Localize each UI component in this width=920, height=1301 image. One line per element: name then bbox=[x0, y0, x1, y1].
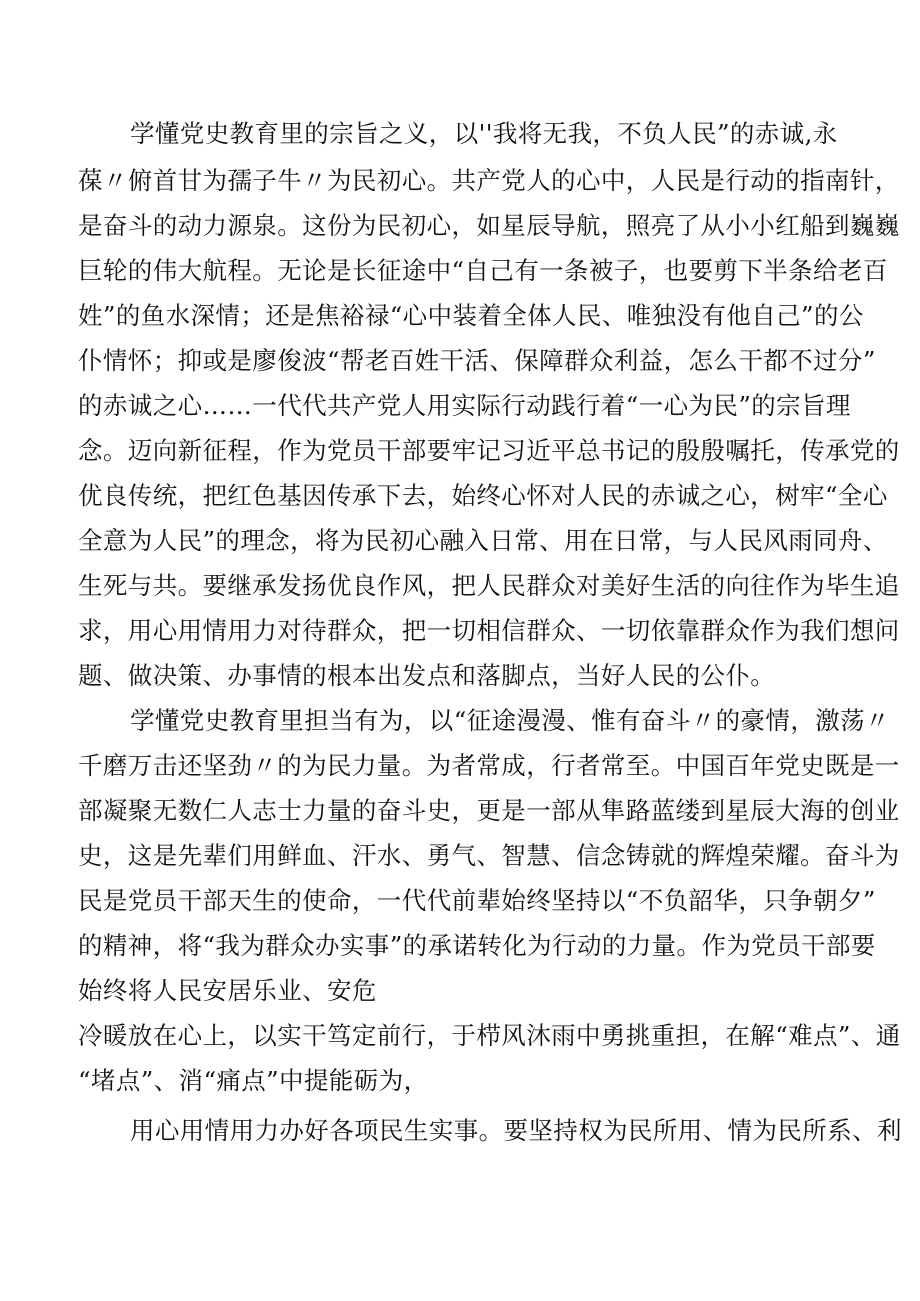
text-line: 题、做决策、办事情的根本出发点和落脚点，当好人民的公仆。 bbox=[78, 661, 776, 690]
text-line: 求，用心用情用力对待群众，把一切相信群众、一切依靠群众作为我们想问 bbox=[78, 616, 900, 645]
text-line: 是奋斗的动力源泉。这份为民初心，如星辰导航，照亮了从小小红船到巍巍 bbox=[78, 211, 900, 240]
text-line: 部凝聚无数仁人志士力量的奋斗史，更是一部从隼路蓝缕到星辰大海的创业 bbox=[78, 796, 900, 825]
text-line: 葆〃俯首甘为孺子牛〃为民初心。共产党人的心中，人民是行动的指南针， bbox=[78, 166, 900, 195]
text-line: 民是党员干部天生的使命，一代代前辈始终坚持以“不负韶华，只争朝夕” bbox=[78, 886, 876, 915]
text-line: 全意为人民”的理念，将为民初心融入日常、用在日常，与人民风雨同舟、 bbox=[78, 526, 888, 555]
text-line: 仆情怀；抑或是廖俊波“帮老百姓干活、保障群众利益，怎么干都不过分” bbox=[78, 346, 876, 375]
text-line: 巨轮的伟大航程。无论是长征途中“自己有一条被子，也要剪下半条给老百 bbox=[78, 256, 888, 285]
text-line: 学懂党史教育里担当有为，以“征途漫漫、惟有奋斗〃的豪情，激荡〃 bbox=[130, 706, 890, 735]
text-line: 的赤诚之心……一代代共产党人用实际行动践行着“一心为民”的宗旨理 bbox=[78, 391, 851, 420]
text-line: 学懂党史教育里的宗旨之义，以''我将无我，不负人民”的赤诚,永 bbox=[130, 119, 838, 148]
text-line: 生死与共。要继承发扬优良作风，把人民群众对美好生活的向往作为毕生追 bbox=[78, 571, 900, 600]
text-line: 始终将人民安居乐业、安危 bbox=[78, 976, 377, 1005]
text-line: 千磨万击还坚劲〃的为民力量。为者常成，行者常至。中国百年党史既是一 bbox=[78, 751, 900, 780]
text-line: 姓”的鱼水深情；还是焦裕禄“心中装着全体人民、唯独没有他自己”的公 bbox=[78, 301, 864, 330]
text-line: 史，这是先辈们用鲜血、汗水、勇气、智慧、信念铸就的辉煌荣耀。奋斗为 bbox=[78, 841, 900, 870]
text-line: 的精神，将“我为群众办实事”的承诺转化为行动的力量。作为党员干部要 bbox=[78, 931, 876, 960]
text-line: 冷暖放在心上，以实干笃定前行，于栉风沐雨中勇挑重担，在解“难点”、通 bbox=[78, 1021, 901, 1050]
text-line: 优良传统，把红色基因传承下去，始终心怀对人民的赤诚之心，树牢“全心 bbox=[78, 481, 888, 510]
text-line: “堵点”、消“痛点”中提能砺为， bbox=[78, 1066, 429, 1095]
text-line: 用心用情用力办好各项民生实事。要坚持权为民所用、情为民所系、利 bbox=[130, 1116, 902, 1145]
text-line: 念。迈向新征程，作为党员干部要牢记习近平总书记的殷殷嘱托，传承党的 bbox=[78, 436, 900, 465]
